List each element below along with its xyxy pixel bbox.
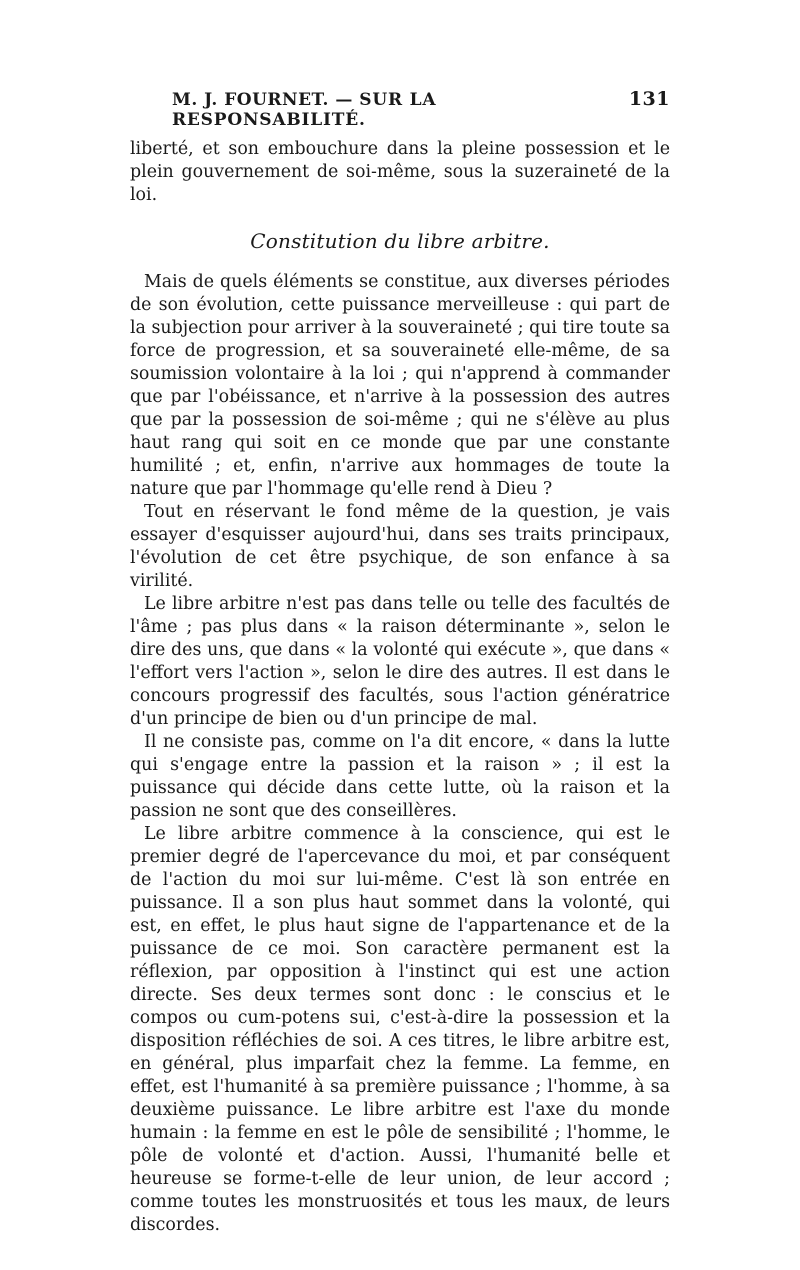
section-title: Constitution du libre arbitre.: [250, 229, 550, 253]
header-running-title: SUR LA RESPONSABILITÉ.: [172, 90, 437, 130]
header-left: [172, 90, 629, 130]
opening-paragraph: liberté, et son embouchure dans la pleine possession et le plein gouvernement de soi-même, sous la suzeraineté de la loi.: [130, 139, 670, 205]
paragraph-3: Le libre arbitre n'est pas dans telle ou telle des facultés de l'âme ; pas plus dans « la raison déterminante », selon le dire des uns, que dans « la volonté qui exécute », que dans « l'effort vers l'action », selon le dire des autres. Il est dans le concours progressif des facultés, sous l'action génératrice d'un principe de bien ou d'un principe de mal.: [130, 594, 670, 729]
header-separator: —: [335, 90, 353, 110]
header-author: M. J. FOURNET.: [172, 90, 329, 110]
page-number: 131: [628, 88, 670, 110]
paragraph-5: Le libre arbitre commence à la conscience, qui est le premier degré de l'apercevance du moi, et par conséquent de l'action du moi sur lui-même. C'est là son entrée en puissance. Il a son plus haut sommet dans la volonté, qui est, en effet, le plus haut signe de l'appartenance et de la puissance de ce moi. Son caractère permanent est la réflexion, par opposition à l'instinct qui est une action directe. Ses deux termes sont donc : le conscius et le compos ou cum-potens sui, c'est-à-dire la possession et la disposition réfléchies de soi. A ces titres, le libre arbitre est, en général, plus imparfait chez la femme. La femme, en effet, est l'humanité à sa première puissance ; l'homme, à sa deuxième puissance. Le libre arbitre est l'axe du monde humain : la femme en est le pôle de sensibilité ; l'homme, le pôle de volonté et d'action. Aussi, l'humanité belle et heureuse se forme-t-elle de leur union, de leur accord ; comme toutes les monstruosités et tous les maux, de leurs discordes.: [130, 824, 670, 1235]
book-page: [130, 88, 670, 1237]
paragraph-4: Il ne consiste pas, comme on l'a dit encore, « dans la lutte qui s'engage entre la passion et la raison » ; il est la puissance qui décide dans cette lutte, où la raison et la passion ne sont que des conseillères.: [130, 732, 670, 821]
paragraph-1: Mais de quels éléments se constitue, aux diverses périodes de son évolution, cette puissance merveilleuse : qui part de la subjection pour arriver à la souveraineté ; qui tire toute sa force de progression, et sa souveraineté elle-même, de sa soumission volontaire à la loi ; qui n'apprend à commander que par l'obéissance, et n'arrive à la possession des autres que par la possession de soi-même ; qui ne s'élève au plus haut rang qui soit en ce monde que par une constante humilité ; et, enfin, n'arrive aux hommages de toute la nature que par l'hommage qu'elle rend à Dieu ?: [130, 272, 670, 499]
paragraph-2: Tout en réservant le fond même de la question, je vais essayer d'esquisser aujourd'hui, dans ses traits principaux, l'évolution de cet être psychique, de son enfance à sa virilité.: [130, 502, 670, 591]
running-header: [130, 88, 670, 130]
